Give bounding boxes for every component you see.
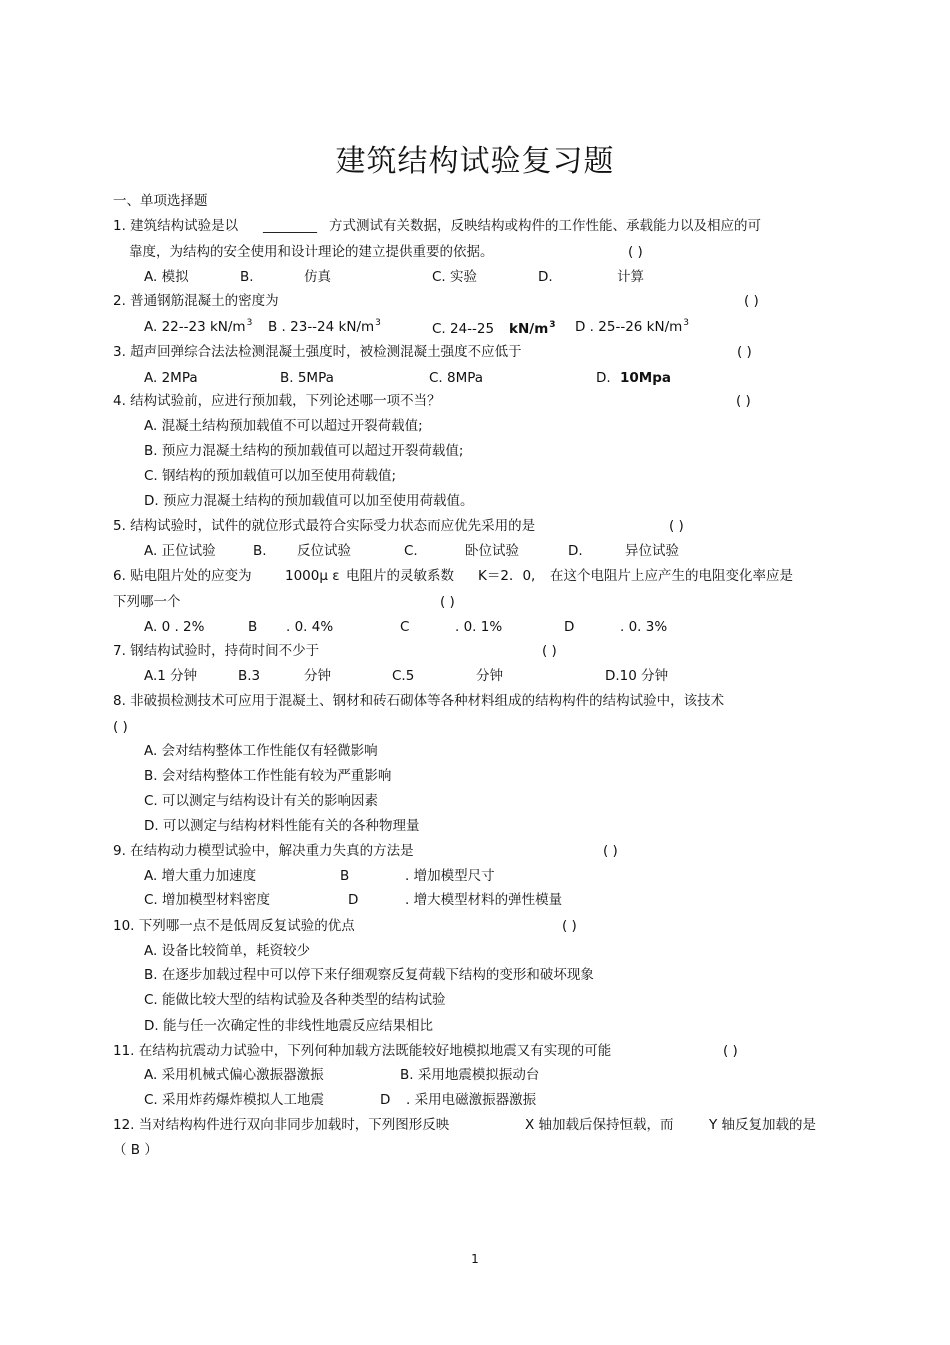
q10-paren: ( ) — [562, 918, 577, 934]
q1-option-d: D. — [538, 269, 553, 285]
q5-paren: ( ) — [669, 518, 684, 534]
q9-option-a: A. 增大重力加速度 — [144, 868, 257, 884]
q1-text-a: 1. 建筑结构试验是以 — [113, 218, 239, 234]
q8-option-a: A. 会对结构整体工作性能仅有轻微影响 — [144, 743, 378, 759]
q11-option-b: B. 采用地震模拟振动台 — [400, 1067, 540, 1083]
page-title: 建筑结构试验复习题 — [335, 144, 615, 179]
q9-paren: ( ) — [603, 843, 618, 859]
q5-option-d-text: 异位试验 — [625, 543, 679, 559]
q3-option-d-text: 10Mpa — [620, 370, 671, 386]
q11-text: 11. 在结构抗震动力试验中，下列何种加载方法既能较好地模拟地震又有实现的可能 — [113, 1043, 612, 1059]
q3-text: 3. 超声回弹综合法法检测混凝土强度时，被检测混凝土强度不应低于 — [113, 344, 522, 360]
q1-option-d-text: 计算 — [617, 269, 644, 285]
q3-option-b: B. 5MPa — [280, 370, 334, 386]
q7-option-c: C.5 — [392, 668, 415, 684]
q2-paren: ( ) — [744, 293, 759, 309]
page-number: 1 — [471, 1252, 479, 1266]
q4-paren: ( ) — [736, 393, 751, 409]
q9-option-d-text: . 增大模型材料的弹性模量 — [405, 892, 563, 908]
q6-option-d: D — [564, 619, 575, 635]
q4-option-a: A. 混凝土结构预加载值不可以超过开裂荷载值; — [144, 418, 423, 434]
q4-option-b: B. 预应力混凝土结构的预加载值可以超过开裂荷载值; — [144, 443, 464, 459]
q3-option-c: C. 8MPa — [429, 370, 484, 386]
q6-text-c: 电阻片的灵敏系数 — [346, 568, 454, 584]
q6-option-c: C — [400, 619, 410, 635]
q7-text: 7. 钢结构试验时，持荷时间不少于 — [113, 643, 320, 659]
q7-option-b: B.3 — [238, 668, 261, 684]
q5-option-b-text: 反位试验 — [297, 543, 351, 559]
q1-text-b: 方式测试有关数据，反映结构或构件的工作性能、承载能力以及相应的可 — [329, 218, 761, 234]
q8-option-b: B. 会对结构整体工作性能有较为严重影响 — [144, 768, 392, 784]
q6-text-d: K＝2．0, — [478, 568, 536, 584]
q9-option-b: B — [340, 868, 350, 884]
q7-option-a: A.1 分钟 — [144, 668, 198, 684]
q7-option-d: D.10 分钟 — [605, 668, 669, 684]
q6-text-f: 下列哪一个 — [113, 594, 181, 610]
q1-text-c: 靠度，为结构的安全使用和设计理论的建立提供重要的依据。 — [129, 244, 494, 260]
q9-option-c: C. 增加模型材料密度 — [144, 892, 271, 908]
q4-option-d: D. 预应力混凝土结构的预加载值可以加至使用荷载值。 — [144, 493, 474, 509]
q8-text: 8. 非破损检测技术可应用于混凝土、钢材和砖石砌体等各种材料组成的结构构件的结构试验中，该技术 — [113, 693, 725, 709]
q11-option-d-text: . 采用电磁激振器激振 — [406, 1092, 537, 1108]
q6-option-d-text: . 0. 3% — [620, 619, 668, 635]
q5-option-a: A. 正位试验 — [144, 543, 216, 559]
q5-option-c-text: 卧位试验 — [465, 543, 519, 559]
q4-option-c: C. 钢结构的预加载值可以加至使用荷载值; — [144, 468, 397, 484]
q11-option-a: A. 采用机械式偏心激振器激振 — [144, 1067, 324, 1083]
q10-option-a: A. 设备比较简单，耗资较少 — [144, 943, 311, 959]
q9-option-b-text: . 增加模型尺寸 — [405, 868, 495, 884]
section-heading: 一、单项选择题 — [113, 193, 208, 209]
q1-paren: ( ) — [628, 244, 643, 260]
q11-option-d: D — [380, 1092, 391, 1108]
q12-text-a: 12. 当对结构构件进行双向非同步加载时，下列图形反映 — [113, 1117, 450, 1133]
q3-paren: ( ) — [737, 344, 752, 360]
q1-option-c: C. 实验 — [432, 269, 478, 285]
q10-option-c: C. 能做比较大型的结构试验及各种类型的结构试验 — [144, 992, 446, 1008]
q5-option-c: C. — [404, 543, 418, 559]
q10-option-b: B. 在逐步加载过程中可以停下来仔细观察反复荷载下结构的变形和破坏现象 — [144, 967, 594, 983]
q10-text: 10. 下列哪一点不是低周反复试验的优点 — [113, 918, 355, 934]
q7-option-b-text: 分钟 — [304, 668, 331, 684]
q11-paren: ( ) — [723, 1043, 738, 1059]
q3-option-d: D. — [596, 370, 611, 386]
q2-option-c: C. 24--25 — [432, 321, 495, 337]
q1-blank: ________ — [263, 218, 317, 234]
q4-text: 4. 结构试验前，应进行预加载，下列论述哪一项不当？ — [113, 393, 441, 409]
q9-text: 9. 在结构动力模型试验中，解决重力失真的方法是 — [113, 843, 414, 859]
q2-text: 2. 普通钢筋混凝土的密度为 — [113, 293, 279, 309]
q1-option-b-text: 仿真 — [304, 269, 331, 285]
q5-option-b: B. — [253, 543, 267, 559]
q8-paren: ( ) — [113, 719, 128, 735]
q6-option-b-text: . 0. 4% — [286, 619, 334, 635]
q6-paren: ( ) — [440, 594, 455, 610]
q2-option-b: B . 23--24 $kN/m^3$ — [268, 318, 381, 335]
q5-option-d: D. — [568, 543, 583, 559]
q11-option-c: C. 采用炸药爆炸模拟人工地震 — [144, 1092, 325, 1108]
q6-option-b: B — [248, 619, 258, 635]
q7-option-c-text: 分钟 — [476, 668, 503, 684]
q8-option-d: D. 可以测定与结构材料性能有关的各种物理量 — [144, 818, 420, 834]
q2-option-d: D . 25--26 $kN/m^3$ — [575, 318, 690, 335]
q1-option-a: A. 模拟 — [144, 269, 189, 285]
q6-text-b: 1000μ ε — [285, 568, 340, 584]
q12-answer: （ B ） — [113, 1142, 158, 1158]
q8-option-c: C. 可以测定与结构设计有关的影响因素 — [144, 793, 379, 809]
q12-text-c: Y 轴反复加载的是 — [709, 1117, 817, 1133]
q6-text-e: 在这个电阻片上应产生的电阻变化率应是 — [550, 568, 793, 584]
q1-option-b: B. — [240, 269, 254, 285]
q3-option-a: A. 2MPa — [144, 370, 198, 386]
q12-text-b: X 轴加载后保持恒载，而 — [525, 1117, 674, 1133]
q6-text-a: 6. 贴电阻片处的应变为 — [113, 568, 252, 584]
q2-option-a: A. 22--23 $kN/m^3$ — [144, 318, 253, 335]
q9-option-d: D — [348, 892, 359, 908]
q7-paren: ( ) — [542, 643, 557, 659]
q5-text: 5. 结构试验时，试件的就位形式最符合实际受力状态而应优先采用的是 — [113, 518, 536, 534]
q6-option-a: A. 0 . 2% — [144, 619, 205, 635]
q6-option-c-text: . 0. 1% — [455, 619, 503, 635]
q10-option-d: D. 能与任一次确定性的非线性地震反应结果相比 — [144, 1018, 433, 1034]
q2-option-c-unit: $kN/m^3$ — [509, 320, 556, 337]
